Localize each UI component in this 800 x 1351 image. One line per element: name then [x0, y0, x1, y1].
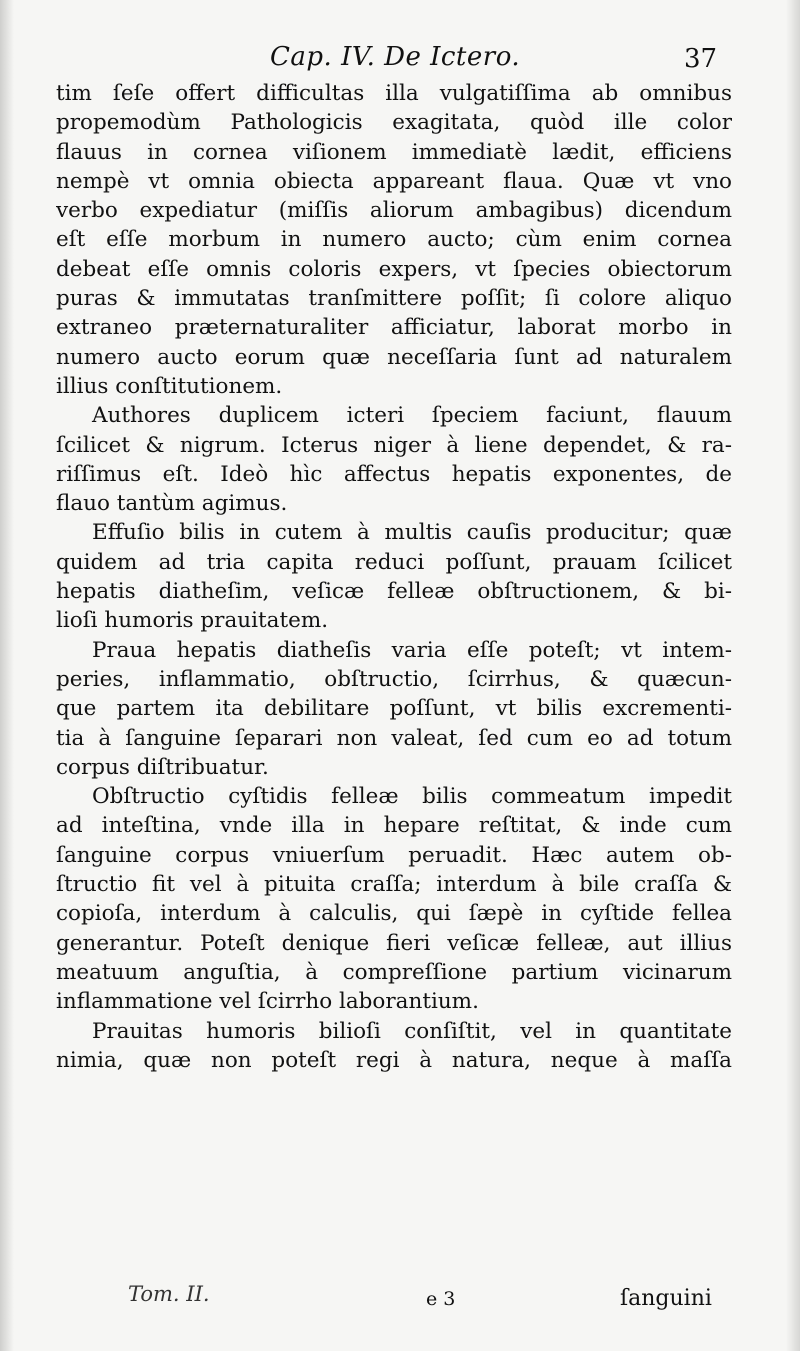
- text-line: Prauitas humoris bilioſi conſiſtit, vel in quantitate: [92, 1018, 732, 1044]
- text-line: flauus in cornea viſionem immediatè lædit, efficiens: [56, 139, 732, 165]
- page-number: 37: [684, 44, 718, 74]
- text-line: flauo tantùm agimus.: [56, 491, 288, 517]
- scan-edge-shadow-left: [0, 0, 14, 1351]
- text-line: nempè vt omnia obiecta appareant flaua. Quæ vt vno: [56, 168, 732, 194]
- text-line: eſt eſſe morbum in numero aucto; cùm enim cornea: [56, 227, 732, 253]
- text-line: generantur. Poteſt denique fieri veſicæ felleæ, aut illius: [56, 930, 732, 956]
- text-line: ſtructio fit vel à pituita craſſa; interdum à bile craſſa &: [56, 872, 732, 898]
- chapter-title: Cap. IV. De Ictero.: [270, 42, 521, 72]
- text-line: debeat eſſe omnis coloris expers, vt ſpecies obiectorum: [56, 256, 732, 282]
- text-line: illius conſtitutionem.: [56, 373, 283, 399]
- text-line: Effuſio bilis in cutem à multis cauſis producitur; quæ: [92, 520, 732, 546]
- text-line: propemodùm Pathologicis exagitata, quòd ille color: [56, 110, 732, 136]
- text-line: numero aucto eorum quæ neceſſaria ſunt ad naturalem: [56, 344, 732, 370]
- volume-label: Tom. II.: [128, 1282, 210, 1306]
- text-line: nimia, quæ non poteſt regi à natura, neque à maſſa: [56, 1047, 732, 1073]
- text-line: Obſtructio cyſtidis felleæ bilis commeatum impedit: [92, 784, 732, 810]
- scan-edge-shadow-right: [786, 0, 800, 1351]
- text-line: lioſi humoris prauitatem.: [56, 608, 329, 634]
- text-line: Authores duplicem icteri ſpeciem faciunt, flauum: [92, 403, 732, 429]
- text-line: quidem ad tria capita reduci poſſunt, prauam ſcilicet: [56, 549, 732, 575]
- text-line: tim ſeſe offert difficultas illa vulgatiſſima ab omnibus: [56, 81, 732, 106]
- page-footer: [0, 1278, 800, 1328]
- running-head: [0, 34, 800, 74]
- body-text: [56, 79, 732, 1075]
- text-line: inflammatione vel ſcirrho laborantium.: [56, 989, 479, 1015]
- text-line: que partem ita debilitare poſſunt, vt bilis excrementi-: [56, 696, 732, 722]
- text-line: ſcilicet & nigrum. Icterus niger à liene dependet, & ra-: [56, 432, 732, 458]
- text-line: tia à ſanguine ſeparari non valeat, ſed cum eo ad totum: [56, 725, 732, 751]
- text-line: extraneo præternaturaliter afficiatur, laborat morbo in: [56, 315, 732, 341]
- text-line: copioſa, interdum à calculis, qui ſæpè in cyſtide fellea: [56, 901, 732, 927]
- text-line: corpus diſtribuatur.: [56, 754, 269, 780]
- catchword: ſanguini: [620, 1286, 712, 1311]
- text-line: puras & immutatas tranſmittere poſſit; ſi colore aliquo: [56, 286, 732, 312]
- text-line: peries, inflammatio, obſtructio, ſcirrhus, & quæcun-: [56, 666, 732, 692]
- text-line: verbo expediatur (miſſis aliorum ambagibus) dicendum: [56, 198, 732, 224]
- text-line: Praua hepatis diatheſis varia eſſe poteſt; vt intem-: [92, 637, 732, 663]
- text-line: hepatis diatheſim, veſicæ felleæ obſtructionem, & bi-: [56, 579, 732, 605]
- text-line: ad inteſtina, vnde illa in hepare reſtitat, & inde cum: [56, 813, 732, 839]
- text-line: ſanguine corpus vniuerſum peruadit. Hæc autem ob-: [56, 842, 732, 868]
- text-line: meatuum anguſtia, à compreſſione partium vicinarum: [56, 959, 732, 985]
- text-line: riſſimus eſt. Ideò hìc affectus hepatis exponentes, de: [56, 461, 732, 487]
- signature-mark: e 3: [426, 1288, 456, 1310]
